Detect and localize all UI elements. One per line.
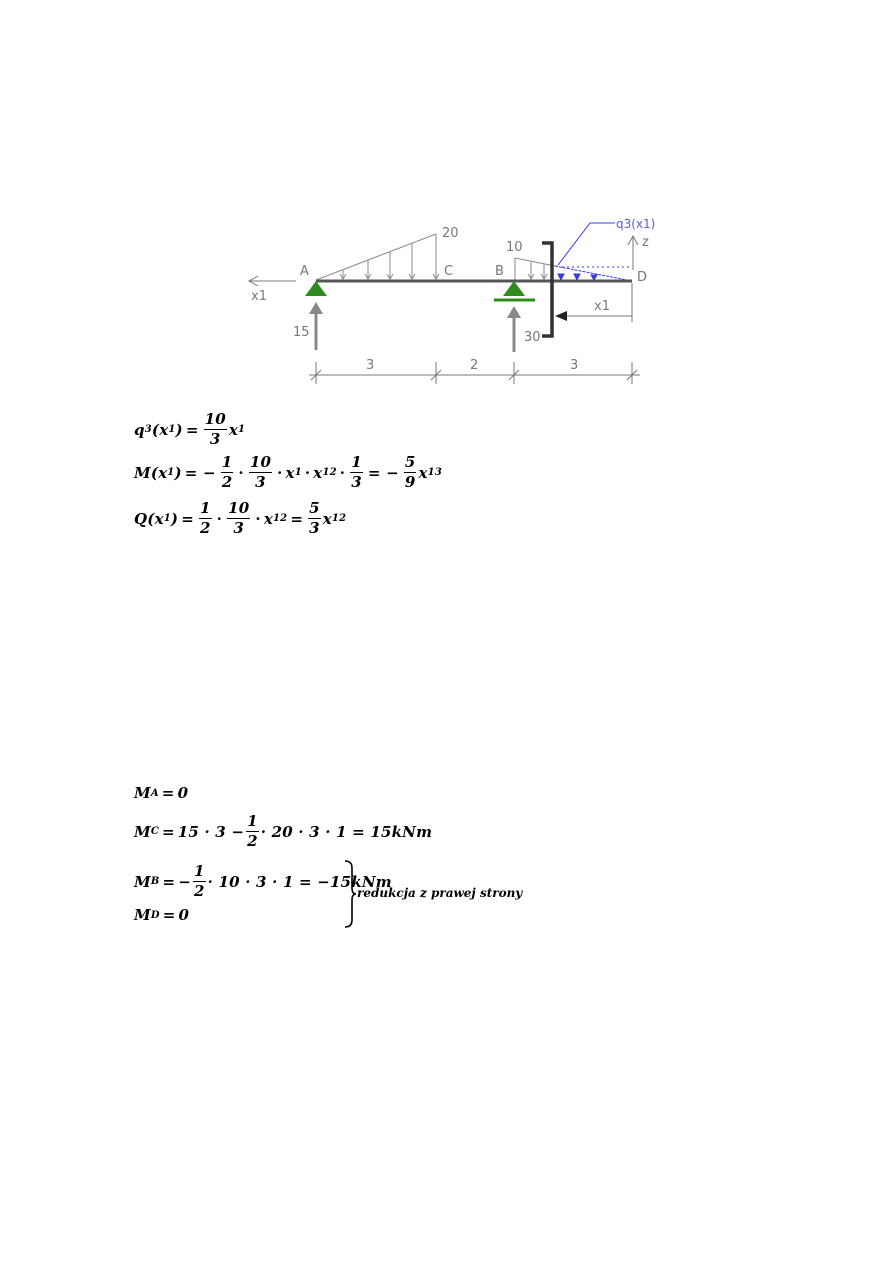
label-load-max: 20 [442,226,459,241]
label-reaction-b: 30 [524,330,541,345]
moment-a: M A = 0 [134,784,189,802]
label-c: C [444,264,454,279]
section-cut [542,243,552,336]
triangular-load [316,234,439,280]
label-cut-x: x1 [594,299,610,314]
label-q3: q3(x1) [616,217,656,231]
equation-moment: M ( x 1 ) = − $\frac{1}{2}$ · $\frac{10}{3}$ · x 1 · x 1 2 · $\frac{1}{3}$ = − $\frac{5}{9}$ x 1 3 [134,453,442,491]
right-brace [343,860,357,928]
label-axis-x: x1 [251,289,267,304]
label-axis-z: z [642,235,649,250]
dim-1: 3 [366,358,375,373]
equation-q3: q 3 ( x 1 ) = $\frac{10}{3}$ x 1 [134,410,246,448]
label-a: A [300,264,309,279]
label-load-b: 10 [506,240,523,255]
label-d: D [637,270,648,285]
load-b-segment [515,258,555,280]
support-b [503,281,525,296]
moment-d: M D = 0 [134,906,190,924]
support-a [305,281,327,296]
moment-c: M C = 15 · 3 − $\frac{1}{2}$ · 20 · 3 · 1 = 15kNm [134,812,433,850]
dim-2: 2 [470,358,479,373]
reduction-note: redukcja z prawej strony [357,886,523,900]
equation-shear: Q ( x 1 ) = $\frac{1}{2}$ · $\frac{10}{3}$ · x 1 2 = $\frac{5}{3}$ x 1 2 [134,499,347,537]
label-b: B [495,264,504,279]
beam-diagram [0,0,893,400]
blue-load [555,223,632,281]
moment-b: M B = − $\frac{1}{2}$ · 10 · 3 · 1 = −15kNm [134,862,392,900]
dim-3: 3 [570,358,579,373]
label-reaction-a: 15 [293,325,310,340]
reaction-arrows [309,302,521,352]
